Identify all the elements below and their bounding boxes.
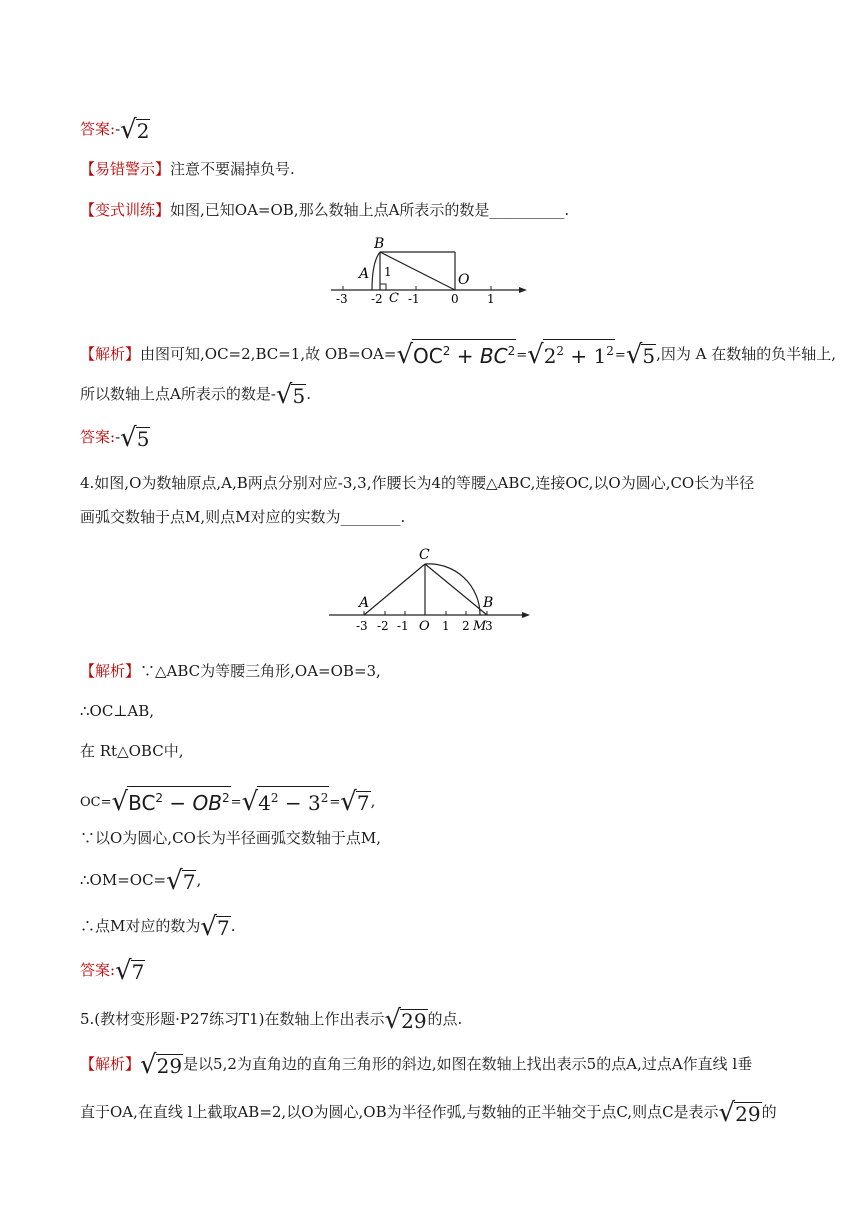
answer-3 bbox=[80, 958, 145, 984]
analysis-tag: 【解析】 bbox=[80, 345, 141, 363]
tick-label: 1 bbox=[442, 619, 450, 633]
sqrt-29: √ 29 bbox=[384, 1005, 427, 1035]
label-one: 1 bbox=[384, 265, 392, 279]
tick-label: -1 bbox=[408, 292, 420, 306]
label-C: C bbox=[419, 547, 430, 563]
sqrt-7: √ 7 bbox=[340, 787, 370, 817]
sqrt-7: √ 7 bbox=[200, 912, 230, 942]
tick-label: -1 bbox=[397, 619, 409, 633]
sqrt-29: √ 29 bbox=[718, 1098, 761, 1128]
label-C: C bbox=[389, 291, 399, 306]
tick-label: -3 bbox=[356, 619, 368, 633]
label-A: A bbox=[359, 266, 370, 282]
analysis-2-line-3: 在 Rt△OBC中, bbox=[80, 742, 184, 760]
label-O: O bbox=[419, 619, 430, 634]
tick-label: 1 bbox=[487, 292, 495, 306]
label-M: M bbox=[473, 619, 487, 634]
answer-label: 答案: bbox=[80, 428, 116, 446]
sqrt-2sq-1sq: √ $2^2 + 1^2$ bbox=[527, 340, 614, 370]
question-5: 5.(教材变形题·P27练习T1)在数轴上作出表示 √ 29 的点. bbox=[80, 1005, 463, 1035]
tick-label: -2 bbox=[377, 619, 389, 633]
label-B: B bbox=[374, 236, 385, 252]
variant-text: 如图,已知OA=OB,那么数轴上点A所表示的数是__________. bbox=[170, 201, 570, 219]
analysis-2-line-7: ∴点M对应的数为 √ 7 . bbox=[80, 912, 236, 942]
tick-label: -2 bbox=[371, 292, 383, 306]
sqrt-oc-bc: √ $OC^2 + BC^2$ bbox=[396, 340, 516, 370]
tick-label: 3 bbox=[485, 619, 493, 633]
analysis-2-line-6: ∴OM=OC= √ 7 , bbox=[80, 866, 202, 896]
analysis-2-line-2: ∴OC⊥AB, bbox=[80, 702, 155, 720]
tick-label: 0 bbox=[451, 292, 459, 306]
answer-sign: - bbox=[115, 120, 121, 138]
warning-tag: 【易错警示】 bbox=[80, 160, 171, 178]
analysis-tag: 【解析】 bbox=[80, 662, 141, 680]
variant-tag: 【变式训练】 bbox=[80, 201, 171, 219]
sqrt-5: √ 5 bbox=[625, 340, 656, 370]
error-warning bbox=[80, 158, 295, 180]
label-B: B bbox=[483, 595, 494, 611]
variant-training bbox=[80, 199, 569, 221]
analysis-2-line-4: OC= √ $BC^2 - OB^2$ = √ $4^2 - 3^2$ = √ 7 , bbox=[80, 787, 376, 817]
answer-label: 答案: bbox=[80, 961, 116, 979]
tick-label: -3 bbox=[336, 292, 348, 306]
question-4-line-1: 4.如图,O为数轴原点,A,B两点分别对应-3,3,作腰长为4的等腰△ABC,连接OC,以O为圆心,CO长为半径 bbox=[80, 474, 755, 492]
analysis-text: 由图可知,OC=2,BC=1,故 OB=OA= bbox=[140, 345, 397, 363]
analysis-1-line-2: 所以数轴上点A所表示的数是- √ 5 . bbox=[80, 380, 311, 410]
answer-1 bbox=[80, 117, 150, 143]
sqrt-7: √ 7 bbox=[166, 866, 196, 896]
question-4-line-2: 画弧交数轴于点M,则点M对应的实数为________. bbox=[80, 508, 406, 526]
analysis-2-line-5: ∵以O为圆心,CO长为半径画弧交数轴于点M, bbox=[80, 829, 381, 847]
answer-label: 答案: bbox=[80, 120, 116, 138]
sqrt-2: √ 2 bbox=[120, 115, 150, 145]
sqrt-bc-ob: √ $BC^2 - OB^2$ bbox=[111, 787, 230, 817]
sqrt-7: √ 7 bbox=[115, 956, 145, 986]
sqrt-5: √ 5 bbox=[120, 423, 150, 453]
analysis-3-line-1: 【解析】 √ 29 是以5,2为直角边的直角三角形的斜边,如图在数轴上找出表示5的点A,过点A作直线 l垂 bbox=[80, 1050, 753, 1080]
sqrt-4sq-3sq: √ $4^2 - 3^2$ bbox=[241, 787, 329, 817]
figure-number-line-2 bbox=[325, 544, 535, 638]
analysis-1-line-1: 【解析】由图可知,OC=2,BC=1,故 OB=OA= √ $OC^2 + BC^2$ = √ $2^2 + 1^2$ = √ 5 ,因为 A 在数轴的负半轴上, bbox=[80, 340, 837, 370]
analysis-3-line-2: 直于OA,在直线 l上截取AB=2,以O为圆心,OB为半径作弧,与数轴的正半轴交于点C,则点C是表示 √ 29 的 bbox=[80, 1098, 777, 1128]
label-A: A bbox=[359, 595, 370, 611]
tick-label: 2 bbox=[462, 619, 470, 633]
sqrt-29: √ 29 bbox=[140, 1050, 183, 1080]
analysis-tag: 【解析】 bbox=[80, 1055, 141, 1073]
answer-2: 答案:- √ 5 bbox=[80, 423, 150, 453]
label-O: O bbox=[458, 272, 470, 288]
sqrt-5: √ 5 bbox=[275, 380, 306, 410]
warning-text: 注意不要漏掉负号. bbox=[170, 160, 295, 178]
figure-number-line-1 bbox=[325, 232, 535, 308]
analysis-2-line-1: 【解析】∵△ABC为等腰三角形,OA=OB=3, bbox=[80, 662, 381, 680]
